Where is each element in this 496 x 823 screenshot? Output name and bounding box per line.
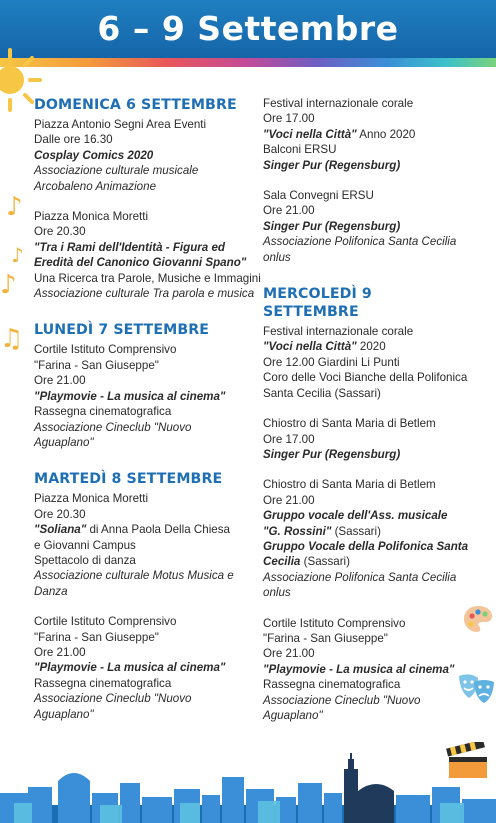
day-heading: MERCOLEDÌ 9 SETTEMBRE <box>263 286 372 321</box>
event-line: Festival internazionale corale <box>263 97 414 110</box>
event-block <box>263 477 469 600</box>
event-line: Aguaplano" <box>263 709 323 722</box>
day-heading: MARTEDÌ 8 SETTEMBRE <box>34 471 223 488</box>
event-line: Arcobaleno Animazione <box>34 179 157 193</box>
event-line: Piazza Monica Moretti <box>34 210 149 224</box>
event-line: Cortile Istituto Comprensivo <box>263 616 406 630</box>
event-line: "Farina - San Giuseppe" <box>34 630 159 644</box>
event-line: Cosplay Comics 2020 <box>34 148 154 162</box>
event-line: e Giovanni Campus <box>34 538 136 552</box>
event-line: Associazione Cineclub "Nuovo <box>263 693 421 707</box>
event-line: Ore 21.00 <box>263 204 315 218</box>
event-line-part: Anno 2020 <box>356 127 416 141</box>
event-line <box>263 524 463 539</box>
event-line: Chiostro di Santa Maria di Betlem <box>263 417 436 431</box>
event-line: Cortile Istituto Comprensivo <box>34 343 177 357</box>
event-line: Sala Convegni ERSU <box>263 189 374 203</box>
event-line: Spettacolo di danza <box>34 553 136 567</box>
event-line: "Tra i Rami dell'Identità - Figura ed <box>34 240 225 254</box>
event-block <box>34 117 249 194</box>
event-line: Cortile Istituto Comprensivo <box>34 615 177 629</box>
event-line: Ore 17.00 <box>263 112 315 126</box>
event-line <box>263 339 463 354</box>
event-line: Ore 21.00 <box>34 645 86 659</box>
event-line: "Playmovie - La musica al cinema" <box>34 661 226 675</box>
event-line: Balconi ERSU <box>263 143 337 157</box>
event-block <box>34 614 249 722</box>
event-line: Associazione Cineclub "Nuovo <box>34 692 192 706</box>
event-line: Piazza Monica Moretti <box>34 492 149 506</box>
event-line: Ore 21.00 <box>263 647 315 661</box>
event-line: Associazione culturale Tra parola e musica <box>34 287 255 301</box>
day-heading: DOMENICA 6 SETTEMBRE <box>34 97 237 113</box>
city-skyline <box>0 753 496 823</box>
event-line: Santa Cecilia (Sassari) <box>263 386 381 400</box>
event-line: Ore 21.00 <box>34 374 86 388</box>
right-column <box>263 96 469 743</box>
event-line-part: 2020 <box>356 340 386 354</box>
event-line-part: di Anna Paola Della Chiesa <box>86 523 230 537</box>
music-note-icon: ♪ <box>0 270 17 300</box>
event-line: Associazione Polifonica Santa Cecilia <box>263 235 457 249</box>
event-line: Rassegna cinematografica <box>34 676 172 690</box>
left-column <box>34 96 261 742</box>
event-block <box>34 209 261 301</box>
event-line-part: (Sassari) <box>331 524 381 538</box>
event-line: onlus <box>263 586 291 600</box>
event-line: "Farina - San Giuseppe" <box>263 631 388 645</box>
event-line: Piazza Antonio Segni Area Eventi <box>34 118 207 131</box>
event-line: Rassegna cinematografica <box>263 678 401 692</box>
event-block <box>263 188 463 265</box>
event-block <box>263 96 463 173</box>
event-line: Gruppo Vocale della Polifonica Santa <box>263 539 469 553</box>
event-line <box>263 554 463 569</box>
event-line-part: "Voci nella Città" <box>263 127 357 141</box>
event-line: "Farina - San Giuseppe" <box>34 358 159 372</box>
event-line: Ore 20.30 <box>34 225 86 239</box>
day-heading: LUNEDÌ 7 SETTEMBRE <box>34 322 210 339</box>
event-block <box>34 342 249 450</box>
event-line-part: (Sassari) <box>300 555 350 569</box>
event-line: Singer Pur (Regensburg) <box>263 219 401 233</box>
event-line: Singer Pur (Regensburg) <box>263 158 401 172</box>
event-block <box>34 491 249 599</box>
event-block <box>263 616 463 724</box>
event-line: Danza <box>34 584 68 598</box>
page-title: 6 – 9 Settembre <box>97 9 399 48</box>
event-line <box>34 522 249 537</box>
event-line: Gruppo vocale dell'Ass. musicale <box>263 509 448 523</box>
event-line-part: Cecilia <box>263 555 301 569</box>
event-line-part: "Soliana" <box>34 523 87 537</box>
event-line: Chiostro di Santa Maria di Betlem <box>263 478 436 492</box>
event-line-part: "Voci nella Città" <box>263 340 357 354</box>
event-line: Una Ricerca tra Parole, Musiche e Immagini <box>34 271 261 285</box>
event-block <box>263 416 463 462</box>
event-line: Ore 17.00 <box>263 432 315 446</box>
event-line: Ore 12.00 Giardini Li Punti <box>263 355 400 369</box>
event-line <box>263 127 463 142</box>
music-note-icon: ♫ <box>0 324 24 354</box>
event-block <box>263 324 468 401</box>
event-line: Festival internazionale corale <box>263 325 414 339</box>
event-line: "Playmovie - La musica al cinema" <box>34 389 226 403</box>
event-line: Coro delle Voci Bianche della Polifonica <box>263 371 468 385</box>
event-line: Associazione culturale musicale <box>34 164 199 178</box>
event-line: Ore 21.00 <box>263 493 315 507</box>
event-line: onlus <box>263 250 291 264</box>
event-line: Associazione culturale Motus Musica e <box>34 569 234 583</box>
palette-icon <box>462 604 494 634</box>
event-line: Ore 20.30 <box>34 507 86 521</box>
event-line-part: "G. Rossini" <box>263 524 332 538</box>
event-line: Aguaplano" <box>34 707 94 721</box>
rainbow-stripe <box>0 58 496 67</box>
event-line: Dalle ore 16.30 <box>34 133 113 147</box>
event-line: Rassegna cinematografica <box>34 405 172 419</box>
event-line: Associazione Cineclub "Nuovo <box>34 420 192 434</box>
event-line: "Playmovie - La musica al cinema" <box>263 662 455 676</box>
event-line: Eredità del Canonico Giovanni Spano" <box>34 256 247 270</box>
music-note-icon: ♪ <box>11 243 24 267</box>
theater-masks-icon <box>456 672 496 706</box>
event-line: Associazione Polifonica Santa Cecilia <box>263 570 457 584</box>
event-line: Aguaplano" <box>34 435 94 449</box>
event-line: Singer Pur (Regensburg) <box>263 447 401 461</box>
music-note-icon: ♪ <box>6 192 23 222</box>
